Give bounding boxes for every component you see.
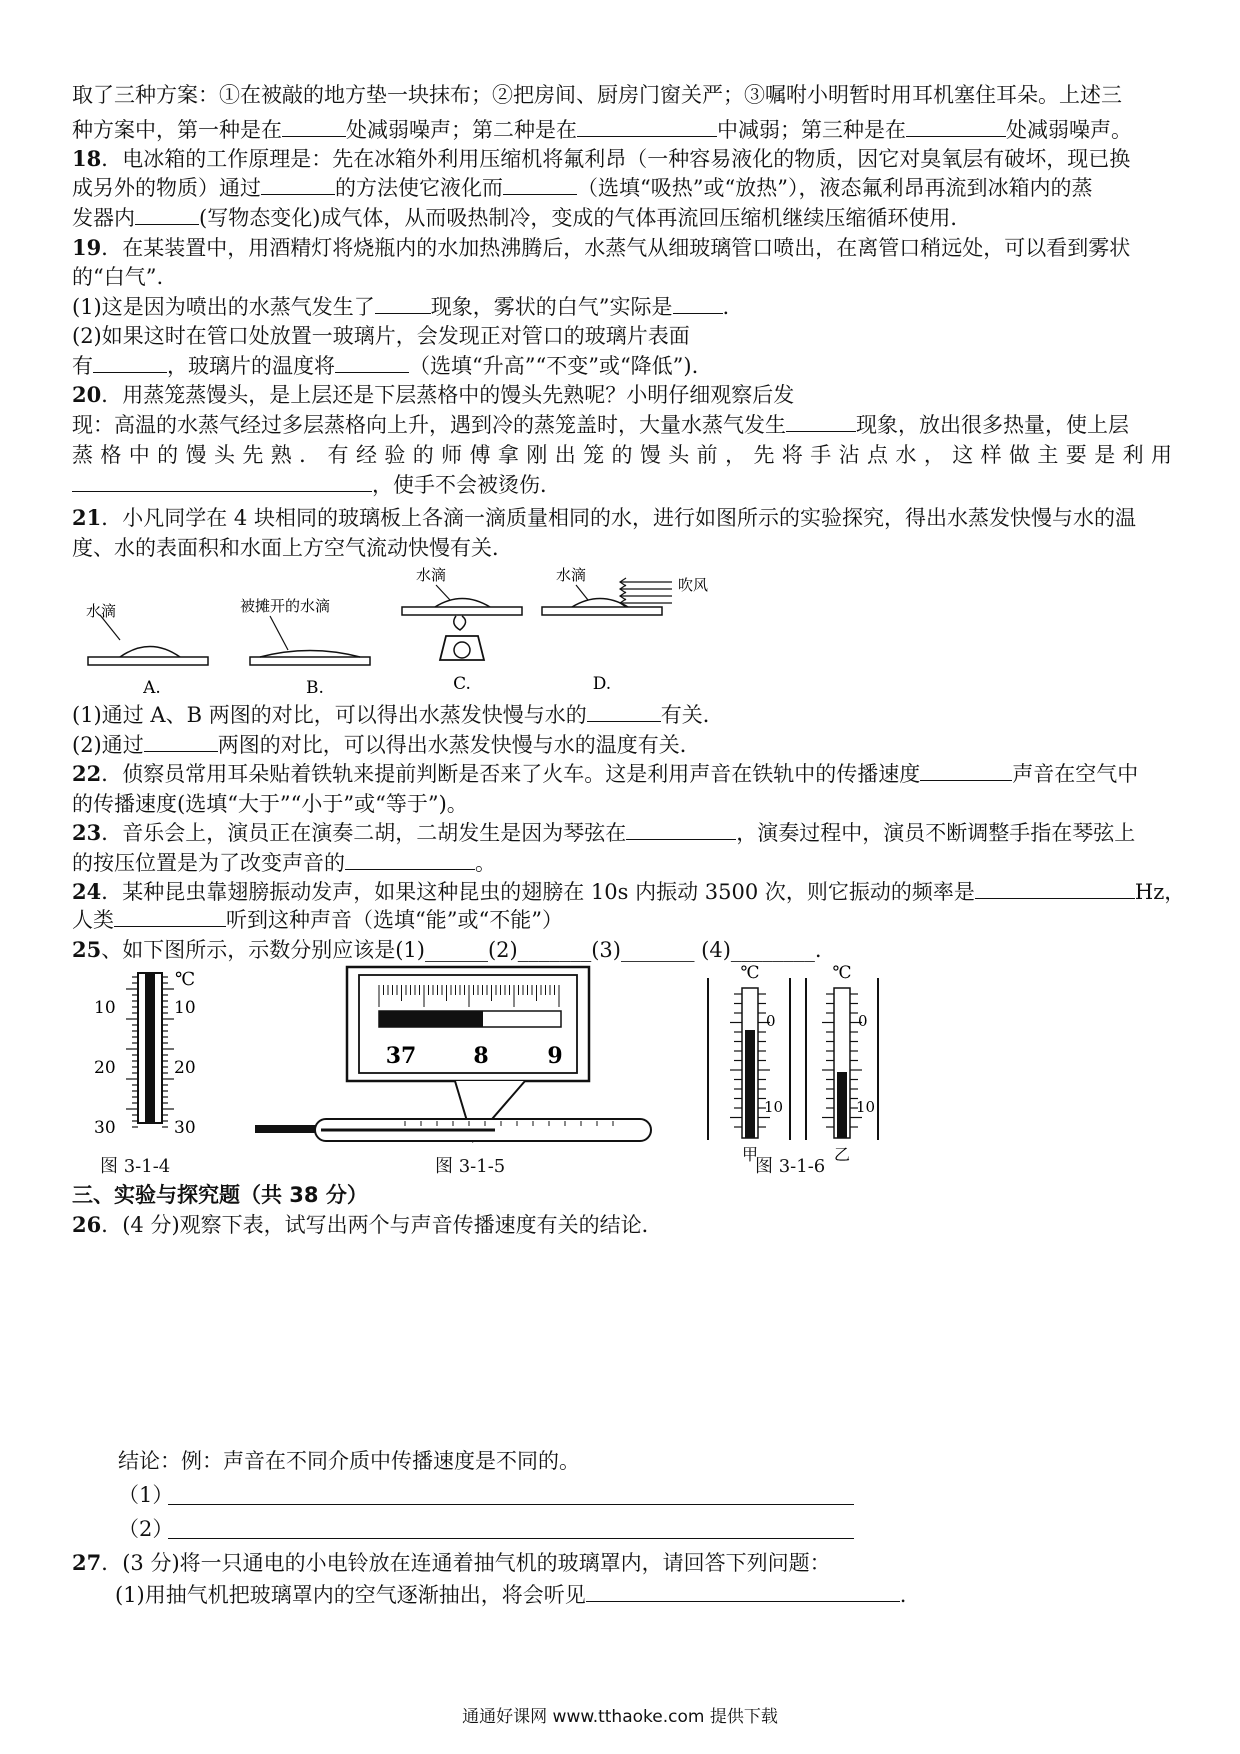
- fig4-right-tick-30: 30: [174, 1118, 196, 1138]
- fig5-tick-9: 9: [547, 1043, 563, 1069]
- q21-sub-1: (1)通过 A、B 两图的对比，可以得出水蒸发快慢与水的 有关．: [72, 703, 724, 727]
- q20-line-1: 20．用蒸笼蒸馒头，是上层还是下层蒸格中的馒头先熟呢？小明仔细观察后发: [72, 382, 795, 407]
- fig6-yi-column: [837, 1072, 847, 1138]
- figure-3-1-4-thermometer: [90, 965, 220, 1145]
- figure-b: [240, 597, 370, 698]
- q19-line-3: (1)这是因为喷出的水蒸气发生了 现象，雾状的白气”实际是 .: [72, 295, 730, 319]
- q26-line: 26．(4 分)观察下表，试写出两个与声音传播速度有关的结论．: [72, 1212, 663, 1237]
- fig6-right-tick-0: 0: [858, 1012, 868, 1030]
- q24-line-1: 24．某种昆虫靠翅膀振动发声，如果这种昆虫的翅膀在 10s 内振动 3500 次，则它振动的频率是 Hz，: [72, 879, 1186, 904]
- q19-line-4: (2)如果这时在管口处放置一玻璃片，会发现正对管口的玻璃片表面: [72, 324, 690, 348]
- fig4-unit: ℃: [175, 969, 196, 990]
- q27-sub-1: (1)用抽气机把玻璃罩内的空气逐渐抽出，将会听见 .: [115, 1583, 907, 1607]
- figure-c: [402, 566, 522, 694]
- q21-line-1: 21．小凡同学在 4 块相同的玻璃板上各滴一滴质量相同的水，进行如图所示的实验探究，得出水蒸发快慢与水的温: [72, 505, 1136, 530]
- q26-answer-line-1[interactable]: [168, 1504, 854, 1505]
- fig6-jia-label: 甲: [741, 1145, 759, 1164]
- q22-line-1: 22．侦察员常用耳朵贴着铁轨来提前判断是否来了火车。这是利用声音在铁轨中的传播速度 声音在空气中: [72, 761, 1139, 786]
- q26-item-1: （1）: [118, 1483, 174, 1507]
- fig6-left-tick-0: 0: [766, 1012, 776, 1030]
- fig-d-wind-label: 吹风: [678, 576, 709, 594]
- q19-line-2: 的“白气”.: [72, 265, 164, 289]
- q21-sub-2: (2)通过 两图的对比，可以得出水蒸发快慢与水的温度有关．: [72, 733, 701, 757]
- q21-line-2: 度、水的表面积和水面上方空气流动快慢有关．: [72, 536, 513, 560]
- fig6-jia-column: [745, 1030, 755, 1138]
- fig-c-label: 水滴: [416, 566, 447, 584]
- q19-line-1: 19．在某装置中，用酒精灯将烧瓶内的水加热沸腾后，水蒸气从细玻璃管口喷出，在离管口稍远处，可以看到雾状: [72, 235, 1131, 260]
- fig-a-label: 水滴: [86, 602, 117, 620]
- footer-source: 通通好课网 www.tthaoke.com 提供下载: [462, 1707, 778, 1727]
- q24-line-2: 人类 听到这种声音（选填“能”或“不能”）: [72, 908, 563, 932]
- q20-line-2: 现：高温的水蒸气经过多层蒸格向上升，遇到冷的蒸笼盖时，大量水蒸气发生 现象，放出很多热量，使上层: [72, 413, 1129, 437]
- q23-line-1: 23．音乐会上，演员正在演奏二胡，二胡发生是因为琴弦在 ，演奏过程中，演员不断调整手指在琴弦上: [72, 820, 1136, 845]
- fig4-right-tick-20: 20: [174, 1058, 196, 1078]
- section-3-title: 三、实验与探究题（共 38 分）: [72, 1183, 368, 1207]
- fig-b-caption: B.: [306, 678, 324, 698]
- fig4-right-tick-10: 10: [174, 998, 196, 1018]
- intro-line-2: 种方案中，第一种是在 处减弱噪声；第二种是在 中减弱；第三种是在 处减弱噪声。: [72, 118, 1132, 142]
- fig6-yi-label: 乙: [833, 1145, 851, 1164]
- q21-evaporation-figures: [80, 560, 800, 700]
- figure-3-1-5-clinical-thermometer: [255, 963, 665, 1153]
- q26-item-2: （2）: [118, 1517, 174, 1541]
- fig4-left-tick-30: 30: [94, 1118, 116, 1138]
- fig4-left-tick-20: 20: [94, 1058, 116, 1078]
- fig5-caption: 图 3-1-5: [435, 1156, 506, 1177]
- fig4-caption: 图 3-1-4: [100, 1156, 171, 1177]
- fig6-right-unit: ℃: [832, 963, 852, 983]
- q19-line-5: 有 ，玻璃片的温度将 （选填“升高”“不变”或“降低”).: [72, 354, 699, 378]
- figure-3-1-6-thermometers: [700, 960, 890, 1170]
- fig-b-label: 被摊开的水滴: [240, 597, 331, 615]
- fig-c-caption: C.: [453, 674, 471, 694]
- fig4-left-tick-10: 10: [94, 998, 116, 1018]
- fig6-left-unit: ℃: [740, 963, 760, 983]
- q18-line-1: 18．电冰箱的工作原理是：先在冰箱外利用压缩机将氟利昂（一种容易液化的物质，因它对臭氧层有破坏，现已换: [72, 146, 1131, 171]
- q18-line-3: 发器内 (写物态变化)成气体，从而吸热制冷，变成的气体再流回压缩机继续压缩循环使用．: [72, 206, 972, 230]
- fig6-caption: 图 3-1-6: [755, 1156, 826, 1177]
- fig6-left-tick-10: 10: [764, 1098, 784, 1116]
- q23-line-2: 的按压位置是为了改变声音的 。: [72, 851, 496, 875]
- figure-a: [86, 602, 208, 698]
- fig-d-caption: D.: [592, 674, 612, 694]
- q26-answer-line-2[interactable]: [168, 1538, 854, 1539]
- fig-d-label: 水滴: [556, 566, 587, 584]
- q20-line-4: ，使手不会被烫伤．: [72, 470, 1172, 500]
- q27-line: 27．(3 分)将一只通电的小电铃放在连通着抽气机的玻璃罩内，请回答下列问题：: [72, 1550, 831, 1575]
- q25-line: 25、如下图所示，示数分别应该是(1)______(2)_______(3)_______ (4)________.: [72, 937, 822, 962]
- fig5-tick-8: 8: [473, 1043, 489, 1069]
- fig5-tick-37: 37: [385, 1043, 417, 1069]
- fig-a-caption: A.: [143, 678, 161, 698]
- q20-line-3: 蒸格中的馒头先熟．有经验的师傅拿刚出笼的馒头前，先将手沾点水，这样做主要是利用: [72, 443, 1172, 467]
- intro-line-1: 取了三种方案：①在被敲的地方垫一块抹布；②把房间、厨房门窗关严；③嘱咐小明暂时用耳机塞住耳朵。上述三: [72, 83, 1122, 107]
- q22-line-2: 的传播速度(选填“大于”“小于”或“等于”)。: [72, 792, 468, 816]
- fig5-mercury-column: [379, 1011, 483, 1027]
- q18-line-2: 成另外的物质）通过 的方法使它液化而 （选填“吸热”或“放热”），液态氟利昂再流到冰箱内的蒸: [72, 176, 1093, 200]
- q26-example: 结论：例：声音在不同介质中传播速度是不同的。: [118, 1449, 580, 1473]
- figure-d: [542, 566, 708, 694]
- fig6-right-tick-10: 10: [856, 1098, 876, 1116]
